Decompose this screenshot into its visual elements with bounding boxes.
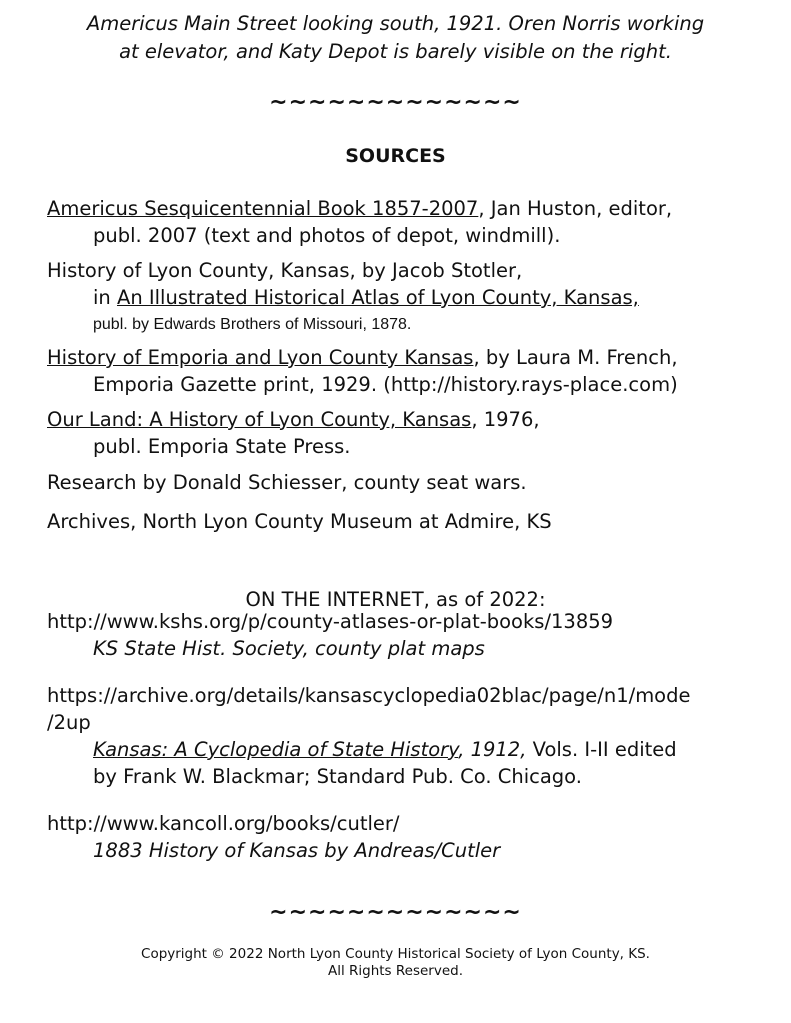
source-entry-3	[47, 344, 678, 398]
internet-link-2-rest: Vols. I-II edited	[526, 738, 677, 761]
source-1-line-2: publ. 2007 (text and photos of depot, windmill).	[93, 224, 561, 247]
internet-link-1	[47, 608, 613, 662]
source-3-title: History of Emporia and Lyon County Kansas	[47, 346, 474, 369]
internet-link-2	[47, 682, 691, 790]
source-entry-4	[47, 406, 540, 460]
internet-link-1-url[interactable]: http://www.kshs.org/p/county-atlases-or-plat-books/13859	[47, 610, 614, 633]
source-4-rest: , 1976,	[471, 408, 540, 431]
source-1-rest: , Jan Huston, editor,	[478, 197, 673, 220]
source-3-rest: , by Laura M. French,	[473, 346, 678, 369]
copyright-line-1: Copyright © 2022 North Lyon County Historical Society of Lyon County, KS.	[141, 946, 650, 962]
internet-link-3-url[interactable]: http://www.kancoll.org/books/cutler/	[47, 812, 400, 835]
internet-link-2-line-2: by Frank W. Blackmar; Standard Pub. Co. Chicago.	[93, 765, 582, 788]
divider-top: ~~~~~~~~~~~~~	[269, 90, 522, 115]
copyright-line-2: All Rights Reserved.	[327, 963, 464, 979]
caption-line-1: Americus Main Street looking south, 1921. Oren Norris working	[86, 12, 705, 35]
internet-link-3-desc: 1883 History of Kansas by Andreas/Cutler	[93, 839, 501, 862]
internet-link-2-url-line-2[interactable]: /2up	[47, 711, 91, 734]
photo-caption	[0, 10, 791, 66]
source-1-title: Americus Sesquicentennial Book 1857-2007	[47, 197, 479, 220]
source-2-title: An Illustrated Historical Atlas of Lyon County, Kansas,	[116, 286, 639, 309]
source-entry-6: Archives, North Lyon County Museum at Admire, KS	[47, 510, 552, 533]
internet-heading: ON THE INTERNET, as of 2022:	[245, 588, 546, 611]
internet-link-3	[47, 810, 500, 864]
source-entry-1	[47, 195, 672, 249]
source-4-title: Our Land: A History of Lyon County, Kansas	[47, 408, 472, 431]
source-2-prefix: in	[93, 286, 117, 309]
copyright-notice	[0, 946, 791, 980]
sources-heading: SOURCES	[345, 145, 446, 167]
source-entry-5: Research by Donald Schiesser, county seat wars.	[47, 471, 527, 494]
caption-line-2: at elevator, and Katy Depot is barely visible on the right.	[119, 40, 672, 63]
source-2-line-1: History of Lyon County, Kansas, by Jacob Stotler,	[47, 259, 523, 282]
internet-link-2-url-line-1[interactable]: https://archive.org/details/kansascyclopedia02blac/page/n1/mode	[47, 684, 691, 707]
source-entry-2	[47, 257, 639, 338]
internet-link-2-title: Kansas: A Cyclopedia of State History	[93, 738, 459, 761]
source-4-line-2: publ. Emporia State Press.	[93, 435, 351, 458]
divider-bottom: ~~~~~~~~~~~~~	[269, 900, 522, 925]
internet-link-2-year: , 1912,	[458, 738, 527, 761]
internet-link-1-desc: KS State Hist. Society, county plat maps	[93, 637, 485, 660]
source-3-line-2: Emporia Gazette print, 1929. (http://history.rays-place.com)	[93, 373, 678, 396]
source-2-line-3: publ. by Edwards Brothers of Missouri, 1878.	[93, 316, 412, 333]
